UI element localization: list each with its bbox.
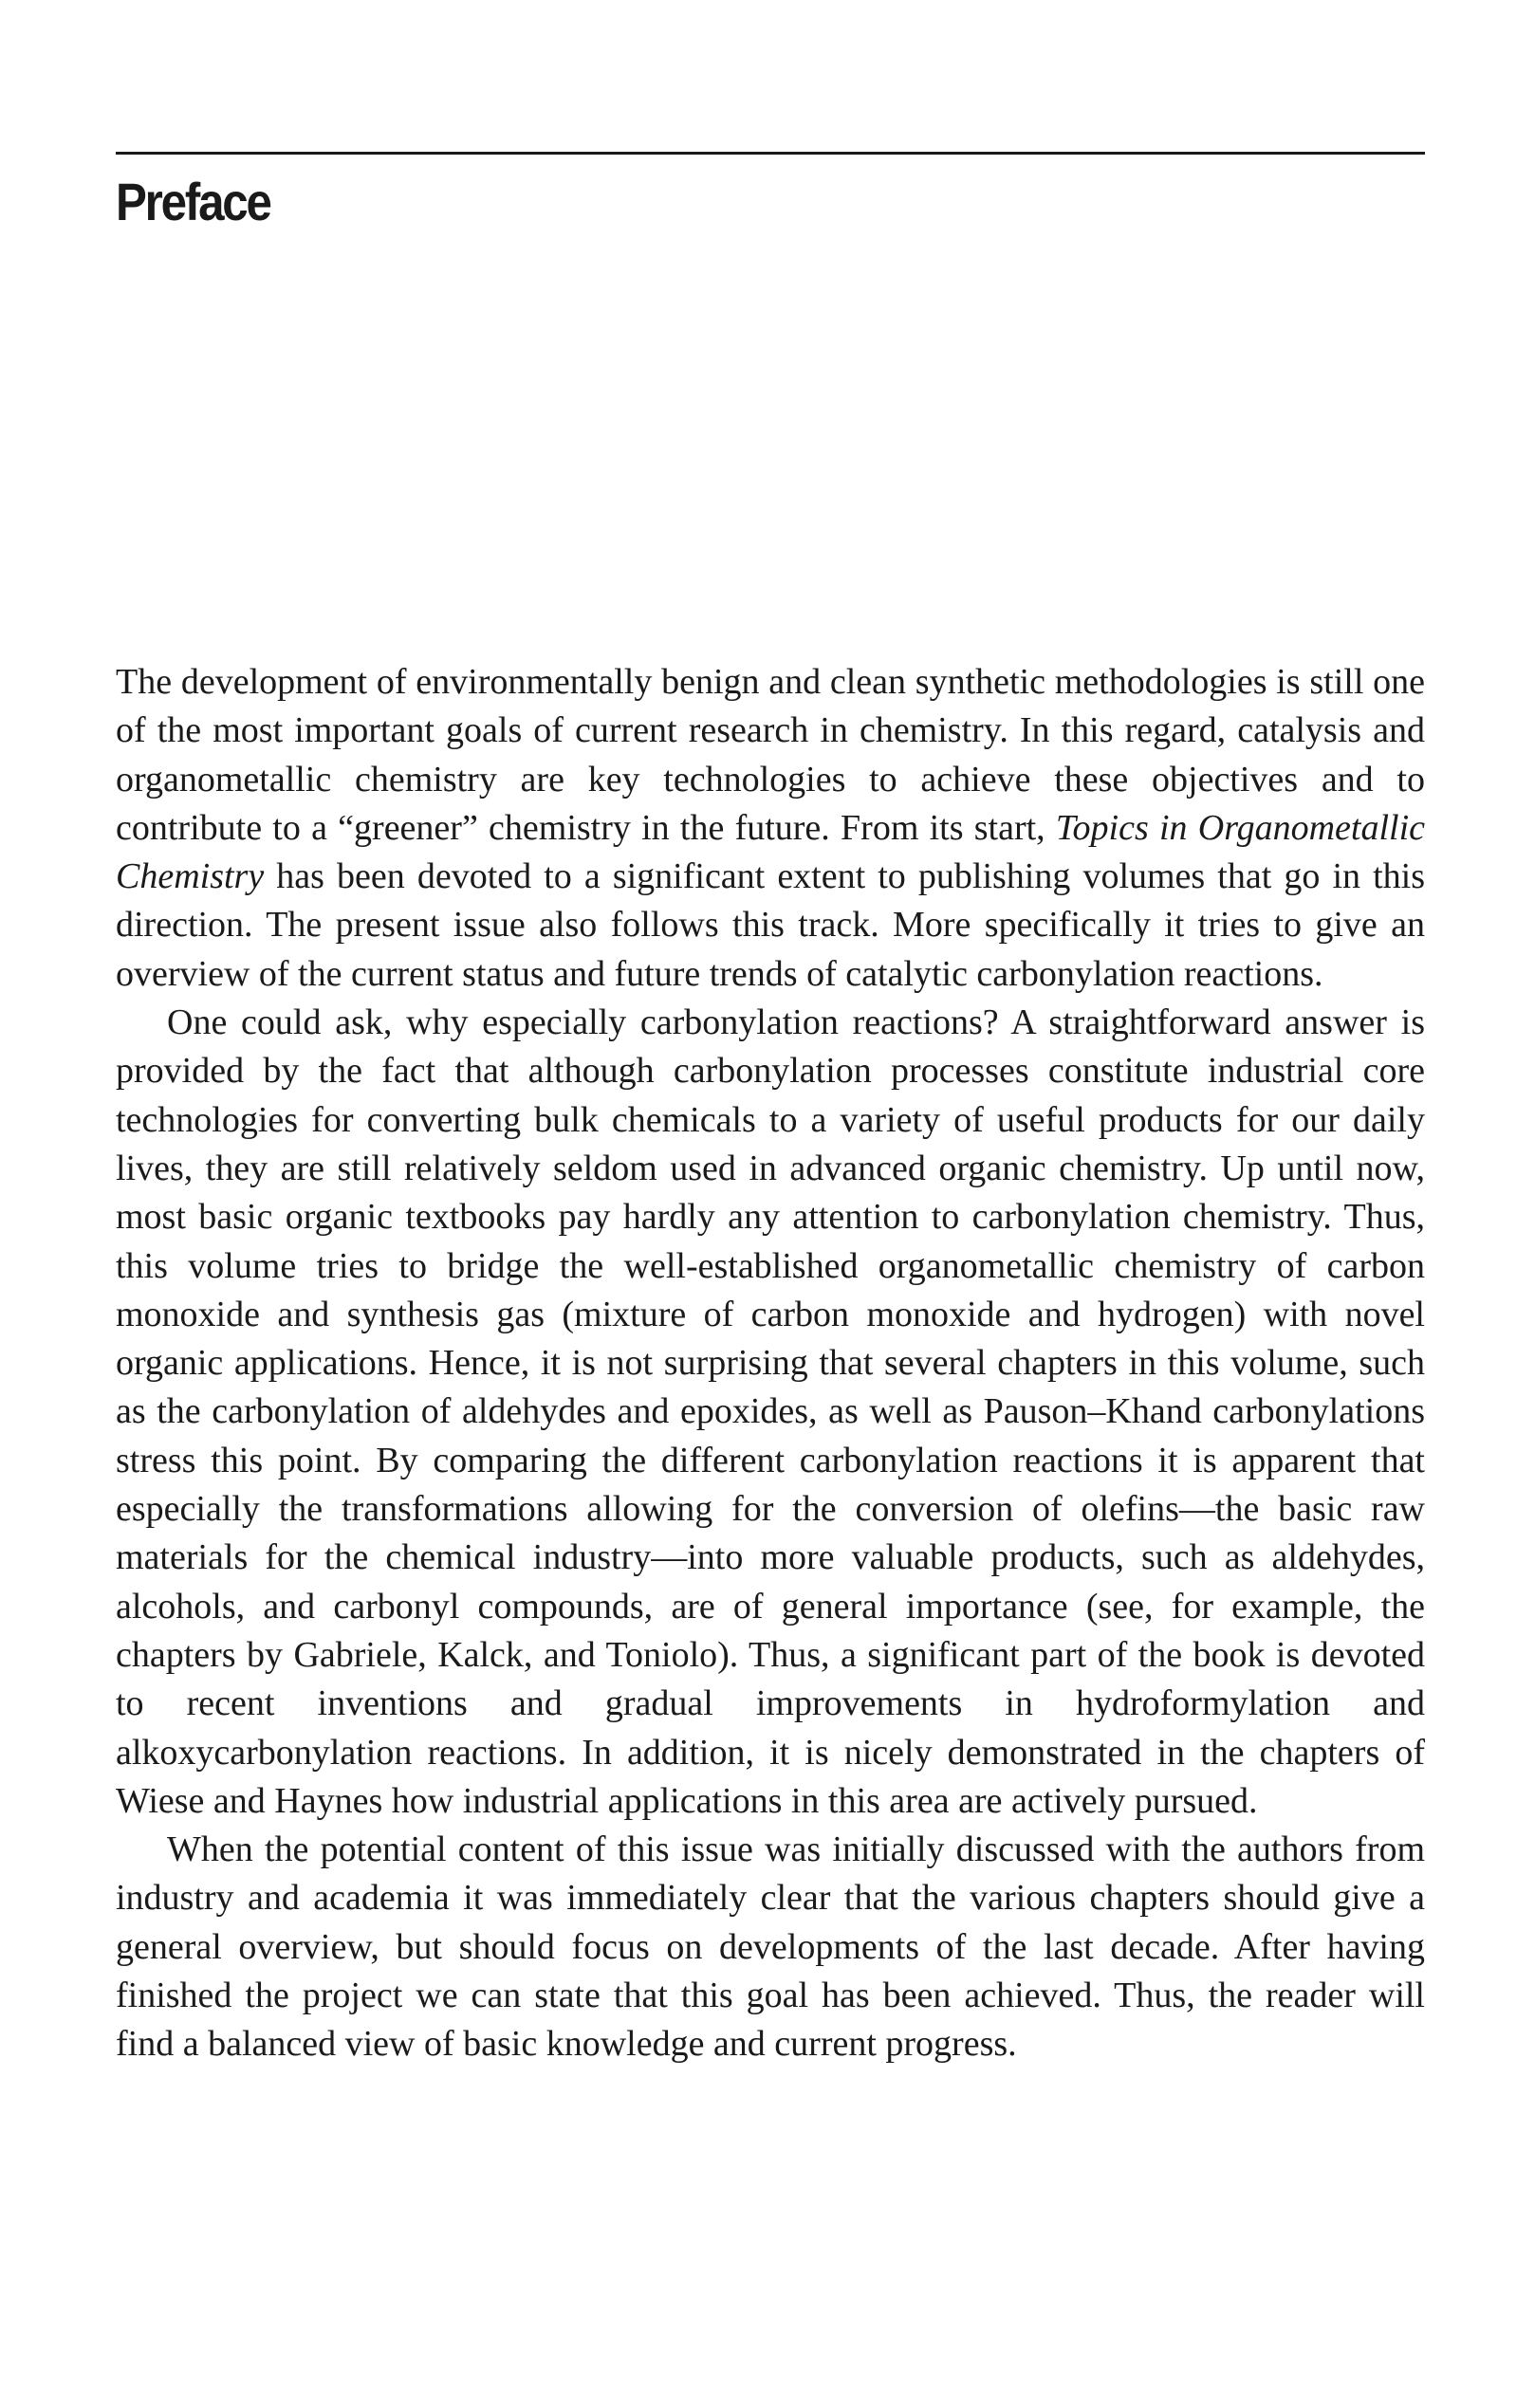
paragraph-2: One could ask, why especially carbonylation reactions? A straightforward answer is provided by the fact that although carbonylation processes constitute industrial core technologies for converting bulk chemicals to a variety of useful products for our daily lives, they are still relatively seldom used in advanced organic chemistry. Up until now, most basic organic textbooks pay hardly any attention to carbonylation chemistry. Thus, this volume tries to bridge the well-established organometallic chemistry of carbon monoxide and synthesis gas (mixture of carbon monoxide and hydrogen) with novel organic applications. Hence, it is not surprising that several chapters in this volume, such as the carbonylation of aldehydes and epoxides, as well as Pauson–Khand carbonylations stress this point. By comparing the different carbonylation reactions it is apparent that especially the transformations allowing for the conversion of olefins—the basic raw materials for the chemical industry—into more valuable products, such as aldehydes, alcohols, and carbonyl compounds, are of general importance (see, for example, the chapters by Gabriele, Kalck, and Toniolo). Thus, a significant part of the book is devoted to recent inventions and gradual improvements in hydroformylation and alkoxycarbonylation reactions. In addition, it is nicely demonstrated in the chapters of Wiese and Haynes how industrial applications in this area are actively pursued. xyxy=(116,1002,1425,1821)
series-title-italic: Topics in Organometallic Chemistry xyxy=(116,807,1426,897)
page-title: Preface xyxy=(116,172,270,231)
paragraph-3: When the potential content of this issue was initially discussed with the authors from industry and academia it was immediately clear that the various chapters should give a general overview, but should focus on developments of the last decade. After having finished the project we can state that this goal has been achieved. Thus, the reader will find a balanced view of basic knowledge and current progress. xyxy=(116,1829,1425,2065)
paragraph-1 xyxy=(116,658,1425,999)
top-rule-divider xyxy=(116,152,1425,155)
preface-body xyxy=(116,658,1425,2069)
paragraph-1-text-start: The development of environmentally benign and clean synthetic methodologies is still one of the most important goals of current research in chemistry. In this regard, catalysis and organometallic chemistry are key technologies to achieve these objectives and to contribute to a “greener” chemistry in the future. From its start, xyxy=(116,662,1425,848)
paragraph-1-text-end: has been devoted to a significant extent to publishing volumes that go in this direction. The present issue also follows this track. More specifically it tries to give an overview of the current status and future trends of catalytic carbonylation reactions. xyxy=(116,856,1425,994)
